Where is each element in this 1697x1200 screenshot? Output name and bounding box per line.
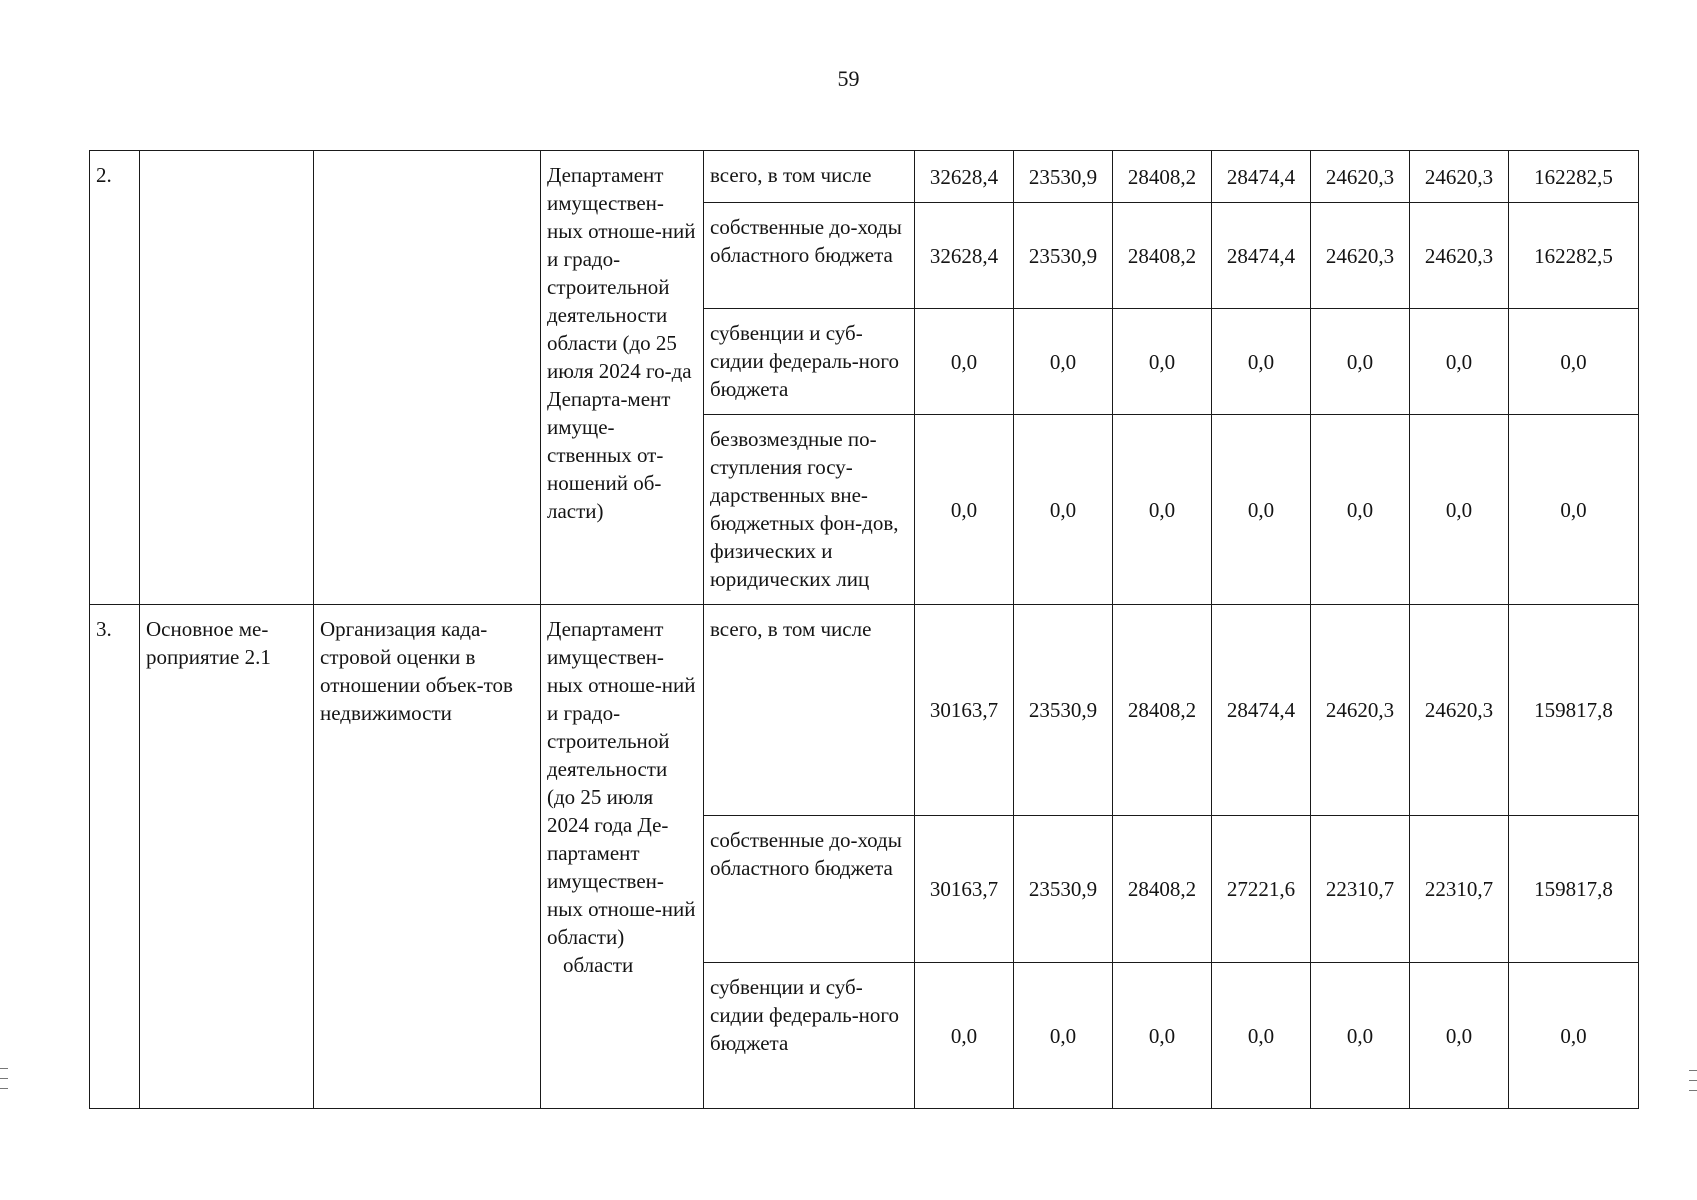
activity-description-cell: Организация када-стровой оценки в отношении объек-тов недвижимости xyxy=(314,605,541,1109)
amount-cell: 23530,9 xyxy=(1014,151,1113,203)
amount-cell: 0,0 xyxy=(915,415,1014,605)
budget-table xyxy=(89,150,1639,1109)
funding-source-cell: безвозмездные по-ступления госу-дарственных вне-бюджетных фон-дов, физических и юридических лиц xyxy=(704,415,915,605)
amount-cell: 0,0 xyxy=(1212,309,1311,415)
amount-cell: 23530,9 xyxy=(1014,605,1113,816)
amount-cell: 28474,4 xyxy=(1212,151,1311,203)
amount-cell: 28408,2 xyxy=(1113,151,1212,203)
scan-mark xyxy=(1689,1080,1697,1081)
total-amount-cell: 0,0 xyxy=(1509,415,1639,605)
amount-cell: 28474,4 xyxy=(1212,605,1311,816)
amount-cell: 0,0 xyxy=(1212,415,1311,605)
row-number-cell: 3. xyxy=(90,605,140,1109)
amount-cell: 28408,2 xyxy=(1113,605,1212,816)
amount-cell: 0,0 xyxy=(1113,415,1212,605)
amount-cell: 0,0 xyxy=(1014,963,1113,1109)
page-number: 59 xyxy=(837,66,860,91)
amount-cell: 0,0 xyxy=(1410,963,1509,1109)
amount-cell: 0,0 xyxy=(1410,309,1509,415)
amount-cell: 22310,7 xyxy=(1311,816,1410,963)
amount-cell: 28474,4 xyxy=(1212,203,1311,309)
responsible-executor-text: Департамент имуществен-ных отноше-ний и градо-строительной деятельности (до 25 июля 2024 года Де-партамент имуществен-ных отноше-ний области) xyxy=(547,617,696,949)
amount-cell: 0,0 xyxy=(915,309,1014,415)
scan-mark xyxy=(1689,1070,1697,1071)
total-amount-cell: 159817,8 xyxy=(1509,816,1639,963)
amount-cell: 28408,2 xyxy=(1113,816,1212,963)
activity-name-cell xyxy=(140,151,314,605)
total-amount-cell: 162282,5 xyxy=(1509,151,1639,203)
amount-cell: 0,0 xyxy=(1113,309,1212,415)
row-number-cell: 2. xyxy=(90,151,140,605)
amount-cell: 22310,7 xyxy=(1410,816,1509,963)
amount-cell: 0,0 xyxy=(1014,415,1113,605)
amount-cell: 24620,3 xyxy=(1311,151,1410,203)
activity-name-cell: Основное ме-роприятие 2.1 xyxy=(140,605,314,1109)
amount-cell: 27221,6 xyxy=(1212,816,1311,963)
scan-mark xyxy=(0,1078,8,1079)
amount-cell: 0,0 xyxy=(1212,963,1311,1109)
funding-source-cell: всего, в том числе xyxy=(704,605,915,816)
activity-description-cell xyxy=(314,151,541,605)
funding-source-cell: субвенции и суб-сидии федераль-ного бюджета xyxy=(704,963,915,1109)
funding-source-cell: всего, в том числе xyxy=(704,151,915,203)
amount-cell: 23530,9 xyxy=(1014,816,1113,963)
amount-cell: 30163,7 xyxy=(915,605,1014,816)
scan-mark xyxy=(1689,1090,1697,1091)
total-amount-cell: 162282,5 xyxy=(1509,203,1639,309)
amount-cell: 0,0 xyxy=(915,963,1014,1109)
amount-cell: 0,0 xyxy=(1113,963,1212,1109)
total-amount-cell: 0,0 xyxy=(1509,309,1639,415)
amount-cell: 32628,4 xyxy=(915,203,1014,309)
amount-cell: 24620,3 xyxy=(1311,203,1410,309)
amount-cell: 0,0 xyxy=(1014,309,1113,415)
scan-mark xyxy=(0,1088,8,1089)
amount-cell: 0,0 xyxy=(1311,309,1410,415)
amount-cell: 0,0 xyxy=(1311,963,1410,1109)
amount-cell: 24620,3 xyxy=(1410,605,1509,816)
scan-mark xyxy=(0,1068,8,1069)
amount-cell: 24620,3 xyxy=(1311,605,1410,816)
table-row xyxy=(90,605,1639,816)
responsible-executor-extra: области xyxy=(563,953,634,977)
responsible-executor-cell xyxy=(541,605,704,1109)
funding-source-cell: собственные до-ходы областного бюджета xyxy=(704,203,915,309)
amount-cell: 0,0 xyxy=(1410,415,1509,605)
amount-cell: 28408,2 xyxy=(1113,203,1212,309)
amount-cell: 0,0 xyxy=(1311,415,1410,605)
amount-cell: 23530,9 xyxy=(1014,203,1113,309)
amount-cell: 32628,4 xyxy=(915,151,1014,203)
funding-source-cell: собственные до-ходы областного бюджета xyxy=(704,816,915,963)
total-amount-cell: 159817,8 xyxy=(1509,605,1639,816)
amount-cell: 24620,3 xyxy=(1410,151,1509,203)
table-row xyxy=(90,151,1639,203)
amount-cell: 24620,3 xyxy=(1410,203,1509,309)
amount-cell: 30163,7 xyxy=(915,816,1014,963)
funding-source-cell: субвенции и суб-сидии федераль-ного бюджета xyxy=(704,309,915,415)
total-amount-cell: 0,0 xyxy=(1509,963,1639,1109)
responsible-executor-cell: Департамент имуществен-ных отноше-ний и градо-строительной деятельности области (до 25 июля 2024 го-да Департа-мент имуще-ственных от-ношений об-ласти) xyxy=(541,151,704,605)
